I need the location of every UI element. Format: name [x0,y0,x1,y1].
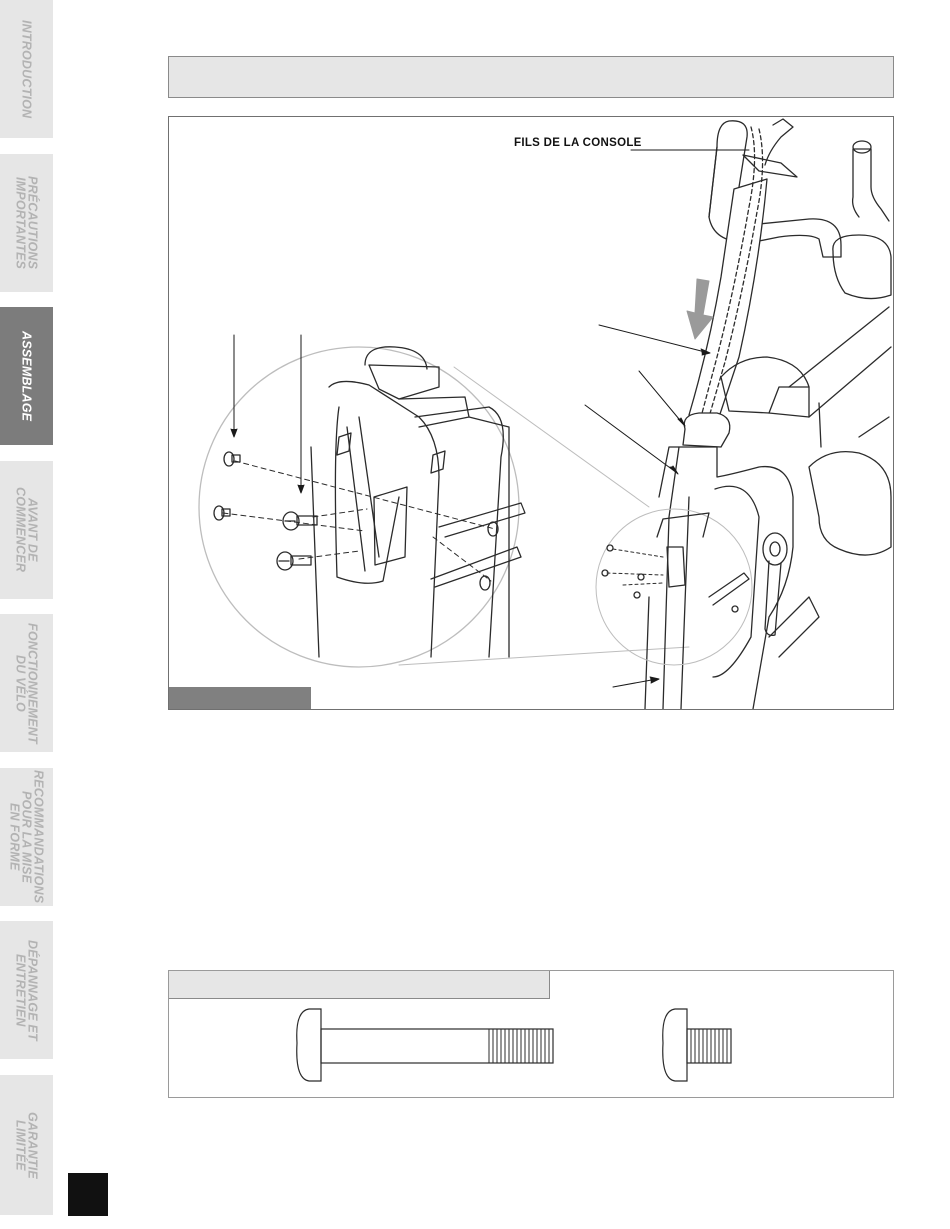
tab-label: PRÉCAUTIONS IMPORTANTES [13,176,40,270]
tab-label: DÉPANNAGE ET ENTRETIEN [13,939,40,1041]
zoom-rear-line [469,417,509,657]
small-bracket-2 [657,513,709,537]
leader-collar [639,371,684,425]
frame-front-edge [645,597,649,709]
hardware-illustration [169,971,893,1097]
small-bracket [667,547,685,587]
leader-frame [613,679,657,687]
step-header-bar [168,56,894,98]
zoom-bolt-2 [277,552,311,570]
tab-label: AVANT DE COMMENCER [13,487,40,573]
small-strap [709,573,749,605]
zoom-post-right [415,407,503,657]
mast-collar [683,413,730,447]
tab-fonctionnement[interactable] [0,614,53,753]
tab-label: ASSEMBLAGE [19,330,34,422]
tab-precautions[interactable] [0,154,53,293]
figure-label-tab [169,687,311,709]
direction-arrow-icon [687,279,713,339]
small-screw-1 [607,545,613,551]
zoom-dashed-2 [223,513,365,531]
console-wires [765,119,793,165]
zoom-bracket-arm [399,397,469,427]
tab-label: INTRODUCTION [19,19,34,119]
zoom-strap-right [439,503,525,537]
shroud-inner-line [769,387,809,413]
zoom-dashed-4 [299,551,359,559]
zoom-dashed-3 [313,509,367,517]
tab-label: FONCTIONNEMENT DU VÉLO [13,622,40,744]
assembly-illustration [169,117,893,709]
zoom-connector-bottom [399,647,689,665]
leader-shroud [585,405,677,473]
long-bolt-icon [297,1009,553,1081]
small-bolt-hole-lines [607,549,663,585]
handlebar-grip-left [709,147,717,217]
tab-depannage[interactable] [0,921,53,1060]
callout-console-wires: FILS DE LA CONSOLE [514,137,642,149]
tab-garantie[interactable] [0,1075,53,1216]
frame-front-inner [681,497,689,709]
rear-handle-cap [853,141,871,153]
zoom-circle [199,347,519,667]
rear-shroud [809,452,891,555]
hardware-box [168,970,894,1098]
tab-label: RECOMMANDATIONS POUR LA MISE EN FORME [7,770,46,904]
tab-recommandations[interactable] [0,768,53,907]
leader-frame-head [650,677,659,683]
zoom-screw-1 [224,452,240,466]
zoom-bolt-1 [283,512,317,530]
crank-hub-inner [770,542,780,556]
tab-label: GARANTIE LIMITÉE [13,1111,40,1179]
tab-assemblage[interactable] [0,307,53,446]
page-number-badge [68,1173,108,1216]
small-bolt-1 [638,574,644,580]
crank-hub [763,533,787,565]
leader-arrow-bolt-head [298,485,304,493]
zoom-connector-top [454,367,649,507]
leader-arrow-screw-head [231,429,237,437]
zoom-bracket-top [369,365,439,399]
zoom-dashed-1 [235,461,495,529]
assembly-figure [168,116,894,710]
small-bolt-2 [634,592,640,598]
mast-top-plate [743,155,797,177]
tab-introduction[interactable] [0,0,53,139]
zoom-post-outer [311,381,439,657]
tab-avant-de-commencer[interactable] [0,461,53,600]
leader-lines [231,150,749,687]
lower-frame [769,597,819,657]
rear-handle [853,149,889,221]
zoom-screw-4 [480,576,490,590]
short-screw-icon [663,1009,731,1081]
small-screw-3 [732,606,738,612]
zoom-screw-2 [214,506,230,520]
leader-shroud-head [670,466,678,474]
